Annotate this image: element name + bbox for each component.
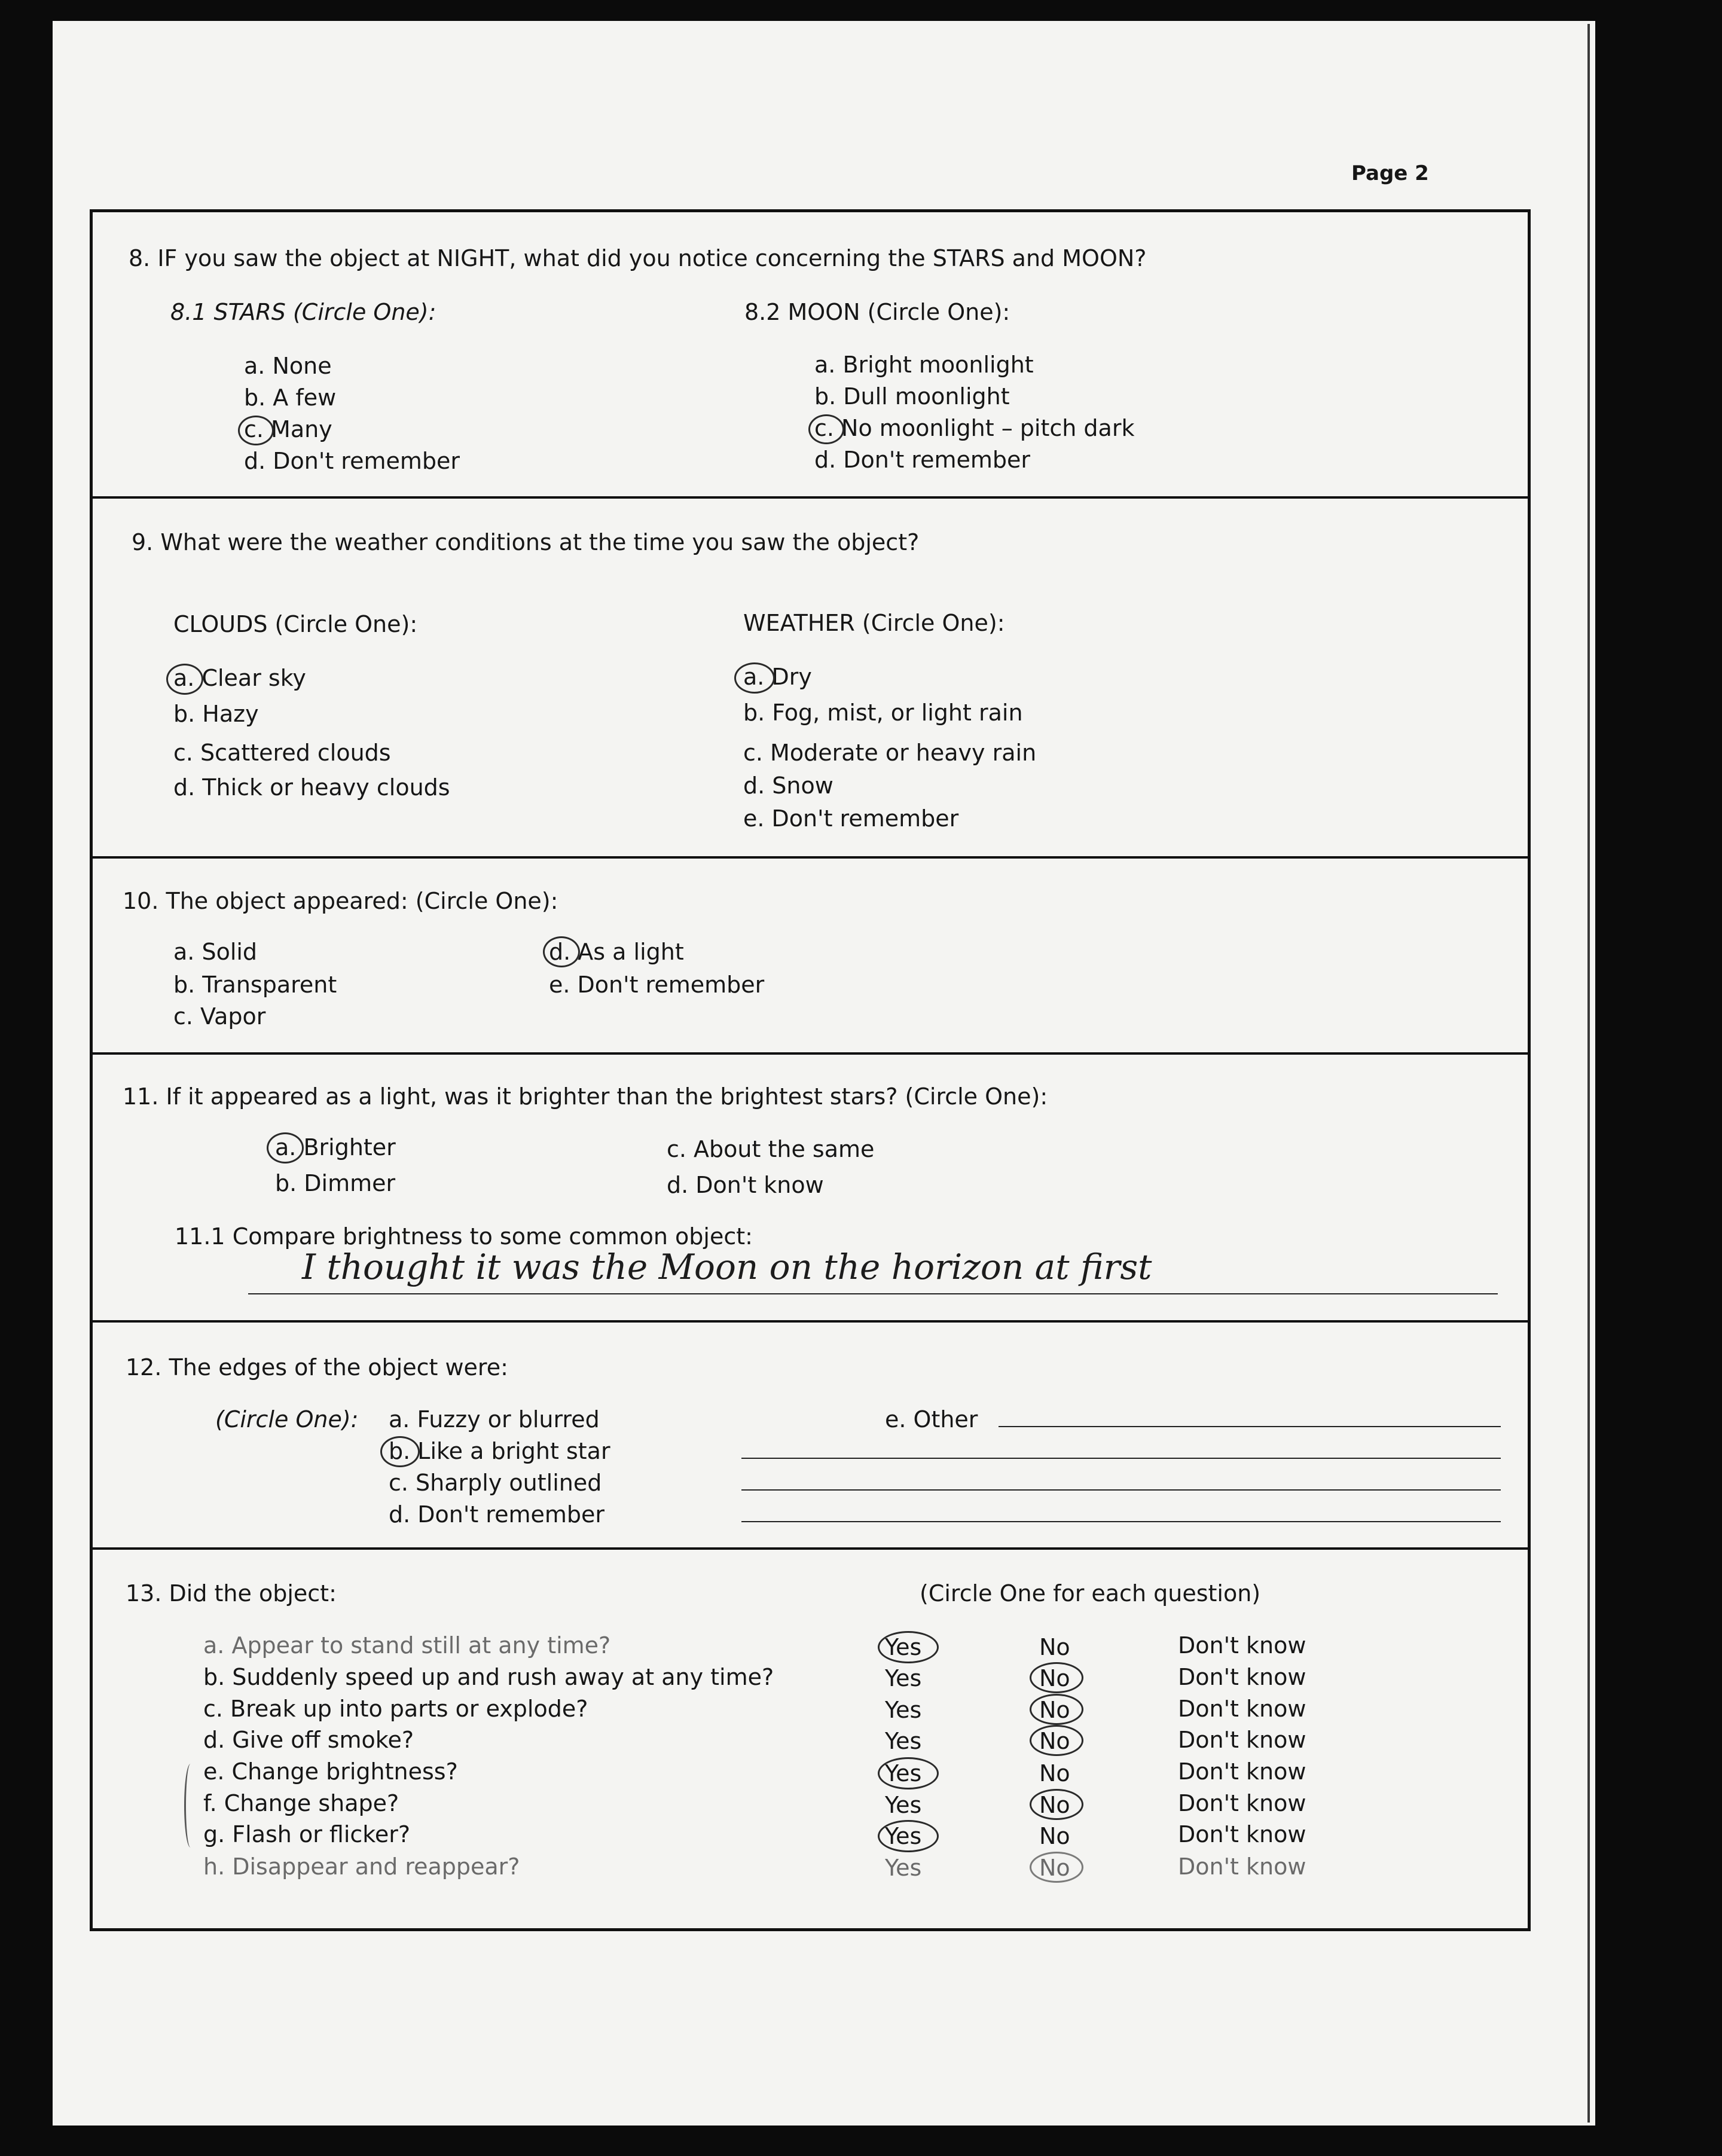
option[interactable]: c. Scattered clouds bbox=[173, 740, 391, 766]
yes-option[interactable]: Yes bbox=[885, 1697, 922, 1723]
dont-know-option[interactable]: Don't know bbox=[1178, 1632, 1306, 1659]
option-selected[interactable]: c. Many bbox=[244, 416, 332, 442]
yes-option[interactable]: Yes bbox=[885, 1665, 922, 1691]
no-option[interactable]: No bbox=[1039, 1634, 1070, 1660]
no-option-selected[interactable]: No bbox=[1039, 1728, 1070, 1754]
no-option-selected[interactable]: No bbox=[1039, 1665, 1070, 1691]
divider bbox=[91, 1320, 1529, 1323]
option[interactable]: b. Hazy bbox=[173, 701, 259, 727]
instruction: (Circle One for each question) bbox=[920, 1580, 1261, 1607]
row-label: b. Suddenly speed up and rush away at any time? bbox=[203, 1664, 774, 1690]
answer-circle bbox=[878, 1820, 939, 1852]
divider bbox=[91, 496, 1529, 499]
no-option[interactable]: No bbox=[1039, 1823, 1070, 1849]
handwritten-answer[interactable]: I thought it was the Moon on the horizon at first bbox=[302, 1247, 1152, 1287]
question-text: 11. If it appeared as a light, was it brighter than the brightest stars? (Circle One): bbox=[123, 1083, 1048, 1110]
answer-circle bbox=[734, 662, 775, 694]
option[interactable]: a. None bbox=[244, 353, 332, 379]
answer-circle bbox=[267, 1132, 304, 1163]
divider bbox=[91, 1547, 1529, 1550]
yes-option-selected[interactable]: Yes bbox=[885, 1760, 922, 1787]
answer-circle bbox=[1030, 1852, 1083, 1883]
row-label: e. Change brightness? bbox=[203, 1758, 458, 1785]
yes-option-selected[interactable]: Yes bbox=[885, 1823, 922, 1849]
other-line[interactable] bbox=[999, 1426, 1501, 1427]
other-line bbox=[741, 1521, 1501, 1522]
option[interactable]: a. Bright moonlight bbox=[814, 352, 1034, 378]
dont-know-option[interactable]: Don't know bbox=[1178, 1853, 1306, 1880]
question-text: 10. The object appeared: (Circle One): bbox=[123, 888, 558, 914]
option[interactable]: c. Moderate or heavy rain bbox=[743, 740, 1037, 766]
other-line bbox=[741, 1458, 1501, 1459]
circle-instruction: (Circle One): bbox=[215, 1406, 359, 1433]
option-selected[interactable]: b. Like a bright star bbox=[389, 1438, 610, 1464]
answer-circle bbox=[238, 416, 274, 445]
option[interactable]: d. Snow bbox=[743, 772, 833, 799]
row-label: c. Break up into parts or explode? bbox=[203, 1696, 588, 1722]
yes-option[interactable]: Yes bbox=[885, 1855, 922, 1881]
yes-option[interactable]: Yes bbox=[885, 1792, 922, 1818]
option-selected[interactable]: c. No moonlight – pitch dark bbox=[814, 415, 1135, 441]
answer-circle bbox=[1030, 1789, 1083, 1820]
handwritten-bracket bbox=[184, 1764, 197, 1847]
option[interactable]: c. Sharply outlined bbox=[389, 1470, 602, 1496]
no-option-selected[interactable]: No bbox=[1039, 1792, 1070, 1818]
option[interactable]: e. Don't remember bbox=[549, 972, 765, 998]
option-selected[interactable]: a. Dry bbox=[743, 664, 812, 690]
row-label: d. Give off smoke? bbox=[203, 1727, 414, 1753]
option[interactable]: e. Don't remember bbox=[743, 805, 959, 832]
dont-know-option[interactable]: Don't know bbox=[1178, 1696, 1306, 1722]
option-selected[interactable]: a. Clear sky bbox=[173, 665, 306, 691]
option[interactable]: d. Don't know bbox=[667, 1172, 824, 1198]
compare-label: 11.1 Compare brightness to some common object: bbox=[175, 1223, 753, 1250]
other-label: e. Other bbox=[885, 1406, 978, 1433]
stars-heading: 8.1 STARS (Circle One): bbox=[170, 299, 436, 325]
option[interactable]: b. Dull moonlight bbox=[814, 383, 1010, 410]
answer-circle bbox=[878, 1757, 939, 1789]
row-label: f. Change shape? bbox=[203, 1790, 399, 1816]
option[interactable]: d. Don't remember bbox=[389, 1501, 604, 1528]
other-line bbox=[741, 1489, 1501, 1491]
dont-know-option[interactable]: Don't know bbox=[1178, 1664, 1306, 1690]
divider bbox=[91, 1052, 1529, 1055]
weather-heading: WEATHER (Circle One): bbox=[743, 610, 1005, 636]
answer-circle bbox=[1030, 1662, 1083, 1693]
no-option[interactable]: No bbox=[1039, 1760, 1070, 1787]
answer-circle bbox=[1030, 1694, 1083, 1725]
answer-circle bbox=[543, 936, 580, 967]
option[interactable]: b. A few bbox=[244, 384, 337, 411]
question-text: 12. The edges of the object were: bbox=[126, 1354, 508, 1381]
row-label: h. Disappear and reappear? bbox=[203, 1853, 520, 1880]
option-selected[interactable]: d. As a light bbox=[549, 939, 684, 965]
option-selected[interactable]: a. Brighter bbox=[275, 1134, 396, 1161]
yes-option[interactable]: Yes bbox=[885, 1728, 922, 1754]
answer-circle bbox=[878, 1631, 939, 1663]
option[interactable]: b. Fog, mist, or light rain bbox=[743, 700, 1023, 726]
clouds-heading: CLOUDS (Circle One): bbox=[173, 611, 418, 637]
option[interactable]: d. Don't remember bbox=[244, 448, 460, 474]
divider bbox=[91, 856, 1529, 859]
option[interactable]: b. Dimmer bbox=[275, 1170, 396, 1196]
row-label: g. Flash or flicker? bbox=[203, 1821, 411, 1847]
page-number: Page 2 bbox=[1351, 161, 1429, 185]
option[interactable]: a. Fuzzy or blurred bbox=[389, 1406, 600, 1433]
moon-heading: 8.2 MOON (Circle One): bbox=[744, 299, 1010, 325]
page-edge-line bbox=[1587, 24, 1590, 2123]
answer-circle bbox=[1030, 1725, 1083, 1756]
dont-know-option[interactable]: Don't know bbox=[1178, 1821, 1306, 1847]
dont-know-option[interactable]: Don't know bbox=[1178, 1727, 1306, 1753]
dont-know-option[interactable]: Don't know bbox=[1178, 1758, 1306, 1785]
option[interactable]: d. Don't remember bbox=[814, 447, 1030, 473]
dont-know-option[interactable]: Don't know bbox=[1178, 1790, 1306, 1816]
answer-line bbox=[248, 1293, 1498, 1294]
option[interactable]: c. About the same bbox=[667, 1136, 875, 1162]
answer-circle bbox=[380, 1436, 420, 1467]
option[interactable]: a. Solid bbox=[173, 939, 258, 965]
answer-circle bbox=[808, 414, 844, 444]
question-text: 9. What were the weather conditions at the time you saw the object? bbox=[132, 529, 920, 555]
no-option-selected[interactable]: No bbox=[1039, 1855, 1070, 1881]
option[interactable]: d. Thick or heavy clouds bbox=[173, 774, 450, 801]
question-text: 8. IF you saw the object at NIGHT, what did you notice concerning the STARS and MOON? bbox=[129, 245, 1147, 271]
row-label: a. Appear to stand still at any time? bbox=[203, 1632, 611, 1659]
option[interactable]: c. Vapor bbox=[173, 1003, 266, 1030]
no-option-selected[interactable]: No bbox=[1039, 1697, 1070, 1723]
option[interactable]: b. Transparent bbox=[173, 972, 337, 998]
yes-option-selected[interactable]: Yes bbox=[885, 1634, 922, 1660]
answer-circle bbox=[166, 664, 203, 695]
question-text: 13. Did the object: bbox=[126, 1580, 337, 1607]
